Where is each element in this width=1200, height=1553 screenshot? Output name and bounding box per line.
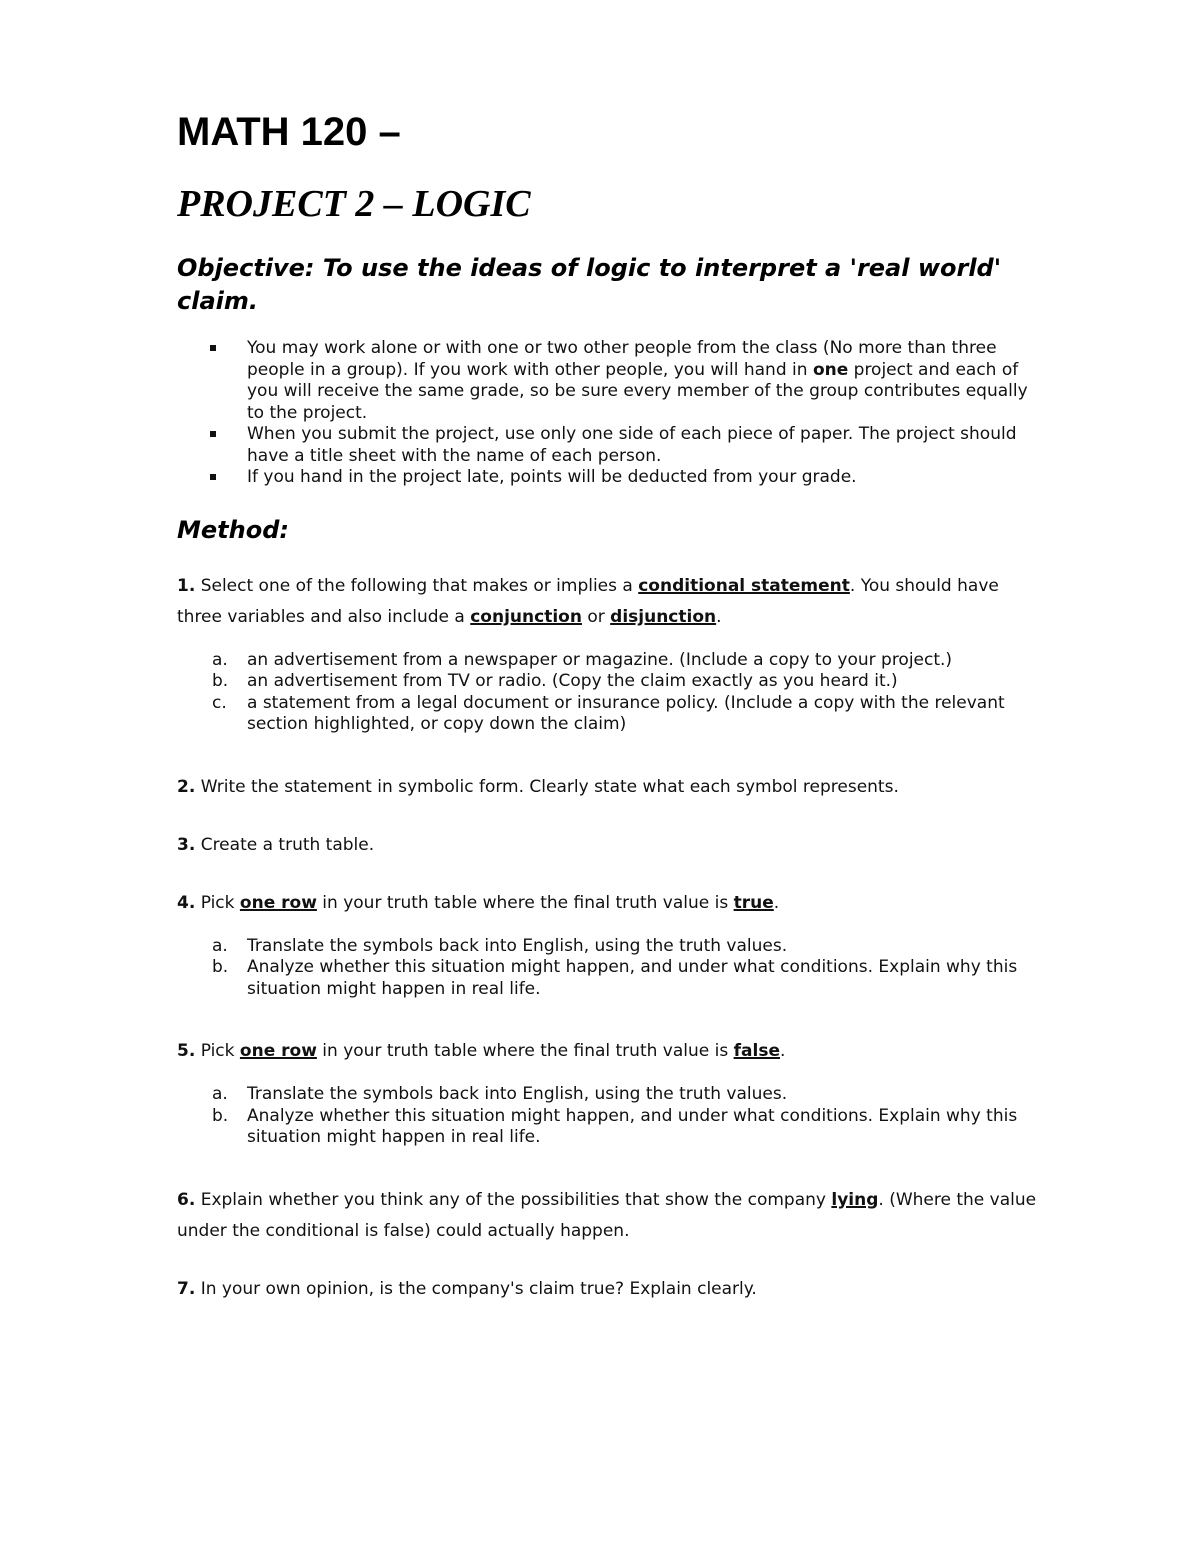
list-item: c. a statement from a legal document or insurance policy. (Include a copy with the relevant section highlighted, or copy down the claim) [212, 692, 1005, 734]
list-item: a. Translate the symbols back into English, using the truth values. [212, 1084, 788, 1104]
step-1: 1. Select one of the following that makes or implies a conditional statement. You should have three variables and also include a conjunction or disjunction. [177, 575, 999, 627]
square-bullet-icon [210, 474, 216, 480]
list-item: a. Translate the symbols back into English, using the truth values. [212, 935, 788, 956]
term-true: true [733, 892, 774, 913]
method-heading: Method: [177, 515, 289, 544]
step-2: 2. Write the statement in symbolic form. Clearly state what each symbol represents. [177, 776, 899, 797]
term-lying: lying [831, 1189, 879, 1210]
term-conjunction: conjunction [470, 606, 582, 627]
instructions-list [177, 338, 1037, 489]
term-one-row: one row [239, 892, 317, 913]
step-7: 7. In your own opinion, is the company's claim true? Explain clearly. [177, 1278, 757, 1299]
page-subtitle: PROJECT 2 – LOGIC [177, 183, 531, 225]
step-3: 3. Create a truth table. [177, 834, 375, 855]
square-bullet-icon [210, 431, 216, 437]
step-5: 5. Pick one row in your truth table where the final truth value is false. [177, 1041, 786, 1061]
list-item: b. Analyze whether this situation might happen, and under what conditions. Explain why this situation might happen in real life. [212, 957, 1018, 999]
page-title: MATH 120 – [177, 110, 401, 154]
list-item: If you hand in the project late, points will be deducted from your grade. [177, 467, 1037, 489]
step-5-tasks [177, 1084, 1037, 1149]
objective-heading: Objective: To use the ideas of logic to interpret a 'real world' claim. [177, 254, 1002, 315]
term-conditional-statement: conditional statement [638, 575, 850, 596]
list-item: You may work alone or with one or two other people from the class (No more than three people in a group). If you work with other people, you will hand in one project and each of you will receive the same grade, so be sure every member of the group contributes equally to the project. [177, 338, 1037, 424]
step-4-tasks [177, 936, 1037, 1001]
step-4: 4. Pick one row in your truth table where the final truth value is true. [177, 892, 780, 913]
document-page [177, 108, 1037, 1305]
term-disjunction: disjunction [610, 606, 717, 627]
step-1-options [177, 650, 1037, 736]
list-item: When you submit the project, use only one side of each piece of paper. The project should have a title sheet with the name of each person. [177, 424, 1037, 467]
list-item: a. an advertisement from a newspaper or magazine. (Include a copy to your project.) [212, 649, 953, 670]
square-bullet-icon [210, 345, 216, 351]
step-6: 6. Explain whether you think any of the possibilities that show the company lying. (Where the value under the conditional is false) could actually happen. [177, 1189, 1037, 1241]
list-item: b. Analyze whether this situation might happen, and under what conditions. Explain why this situation might happen in real life. [212, 1105, 1018, 1147]
term-false: false [733, 1041, 780, 1061]
term-one-row: one row [239, 1041, 317, 1061]
list-item: b. an advertisement from TV or radio. (Copy the claim exactly as you heard it.) [212, 671, 898, 691]
